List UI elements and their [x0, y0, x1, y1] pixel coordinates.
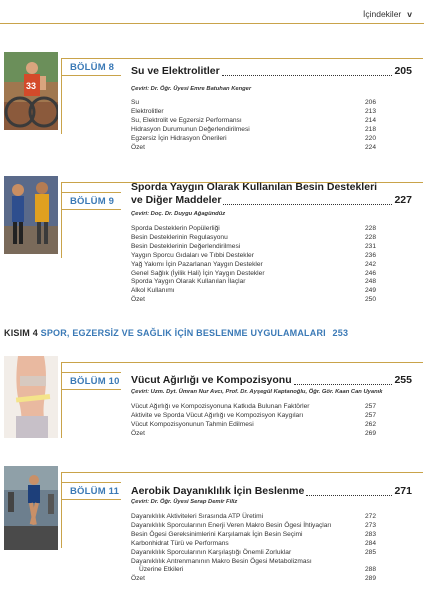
chapter-8-photo — [4, 52, 58, 130]
chapter-11-translator: Çeviri: Dr. Öğr. Üyesi Serap Demir Filiz — [131, 499, 238, 505]
chapter-10-photo — [4, 356, 58, 438]
running-header — [363, 9, 412, 19]
chapter-10-entries — [131, 403, 376, 439]
svg-text:33: 33 — [26, 81, 37, 91]
chapter-10-title: Vücut Ağırlığı ve Kompozisyonu — [131, 374, 292, 386]
chapter-11-label: BÖLÜM 11 — [61, 482, 121, 500]
chapter-11-title: Aerobik Dayanıklılık İçin Beslenme — [131, 485, 305, 497]
chapter-9-label: BÖLÜM 9 — [61, 192, 121, 210]
header-page-number: v — [407, 9, 412, 19]
chapter-10-page: 255 — [394, 374, 412, 386]
chapter-9-page: 227 — [394, 194, 412, 206]
chapter-8-page: 205 — [394, 65, 412, 77]
chapter-9-entries — [131, 225, 376, 305]
chapter-9-photo — [4, 176, 58, 254]
chapter-11-title-row[interactable] — [131, 485, 412, 498]
chapter-8-translator: Çeviri: Dr. Öğr. Üyesi Emre Batuhan Kenger — [131, 86, 252, 92]
part-title: SPOR, EGZERSİZ VE SAĞLIK İÇİN BESLENME UYGULAMALARI — [40, 328, 326, 338]
chapter-9-translator: Çeviri: Doç. Dr. Duygu Ağagündüz — [131, 211, 226, 217]
toc-entry[interactable]: Aktivite ve Sporda Vücut Ağırlığı ve Kompozisyon Kaygıları 257 — [131, 411, 376, 419]
chapter-11-page: 271 — [394, 485, 412, 497]
toc-entry[interactable]: Dayanıklılık Antrenmanının Makro Besin Ögesi Metabolizması — [131, 557, 312, 565]
toc-entry[interactable]: Yağ Yakımı İçin Pazarlanan Yaygın Destekler 242 — [131, 260, 376, 268]
chapter-9-title-line1: Sporda Yaygın Olarak Kullanılan Besin Destekleri — [131, 181, 378, 193]
chapter-8-title-row[interactable] — [131, 65, 412, 78]
toc-entry[interactable]: Su 206 — [131, 99, 376, 106]
toc-entry[interactable]: Özet 289 — [131, 575, 376, 583]
toc-entry[interactable]: Besin Ögesi Gereksinimlerini Karşılamak İçin Besin Seçimi 283 — [131, 530, 376, 538]
part-label: KISIM 4 — [4, 328, 38, 338]
chapter-9-title-row[interactable] — [131, 181, 412, 207]
toc-entry[interactable]: Elektrolitler 213 — [131, 107, 376, 115]
toc-entry[interactable]: Yaygın Sporcu Gıdaları ve Tıbbi Destekler 236 — [131, 251, 376, 259]
part-4-heading[interactable] — [4, 328, 348, 338]
toc-entry[interactable]: Besin Desteklerinin Değerlendirilmesi 231 — [131, 242, 376, 250]
toc-entry[interactable]: Sporda Desteklerin Popülerliği 228 — [131, 225, 376, 232]
toc-entry[interactable]: Dayanıklılık Sporcularının Karşılaştığı Önemli Zorluklar 285 — [131, 548, 376, 556]
toc-entry[interactable]: Üzerine Etkileri 288 — [139, 566, 376, 574]
toc-entry[interactable]: Özet 269 — [131, 429, 376, 437]
toc-entry[interactable]: Özet 224 — [131, 143, 376, 151]
chapter-11-entries — [131, 513, 376, 584]
toc-entry[interactable]: Karbonhidrat Türü ve Performans 284 — [131, 539, 376, 547]
toc-entry[interactable]: Genel Sağlık (İyilik Hali) İçin Yaygın Destekler 246 — [131, 269, 376, 277]
header-rule — [0, 23, 424, 24]
toc-entry[interactable]: Dayanıklılık Sporcularının Enerji Veren Makro Besin Ögesi İhtiyaçları 273 — [131, 521, 376, 529]
chapter-8-entries — [131, 99, 376, 152]
toc-entry[interactable]: Vücut Ağırlığı ve Kompozisyonuna Katkıda Bulunan Faktörler 257 — [131, 403, 376, 410]
toc-entry[interactable]: Özet 250 — [131, 296, 376, 304]
chapter-10-translator: Çeviri: Uzm. Dyt. Ümran Nur Avcı, Prof. Dr. Ayşegül Kaptanoğlu, Öğr. Gör. Kaan Can Uyanık — [131, 389, 383, 395]
toc-entry[interactable]: Sporda Yaygın Olarak Kullanılan İlaçlar 248 — [131, 278, 376, 286]
chapter-9-title-line2: ve Diğer Maddeler — [131, 194, 222, 206]
toc-entry[interactable]: Vücut Kompozisyonunun Tahmin Edilmesi 262 — [131, 420, 376, 428]
toc-entry[interactable]: Hidrasyon Durumunun Değerlendirilmesi 218 — [131, 125, 376, 133]
chapter-11-photo — [4, 466, 58, 550]
toc-entry[interactable]: Besin Desteklerinin Regulasyonu 228 — [131, 233, 376, 241]
header-title: İçindekiler — [362, 9, 402, 19]
chapter-10-label: BÖLÜM 10 — [61, 372, 121, 390]
part-page: 253 — [332, 328, 349, 338]
toc-entry[interactable]: Alkol Kullanımı 249 — [131, 287, 376, 295]
chapter-8-title: Su ve Elektrolitler — [131, 65, 220, 77]
toc-entry[interactable]: Dayanıklılık Aktiviteleri Sırasında ATP Üretimi 272 — [131, 513, 376, 520]
toc-entry[interactable]: Su, Elektrolit ve Egzersiz Performansı 214 — [131, 116, 376, 124]
chapter-8-label: BÖLÜM 8 — [61, 58, 121, 76]
chapter-10-title-row[interactable] — [131, 374, 412, 387]
toc-entry[interactable]: Egzersiz İçin Hidrasyon Önerileri 220 — [131, 134, 376, 142]
